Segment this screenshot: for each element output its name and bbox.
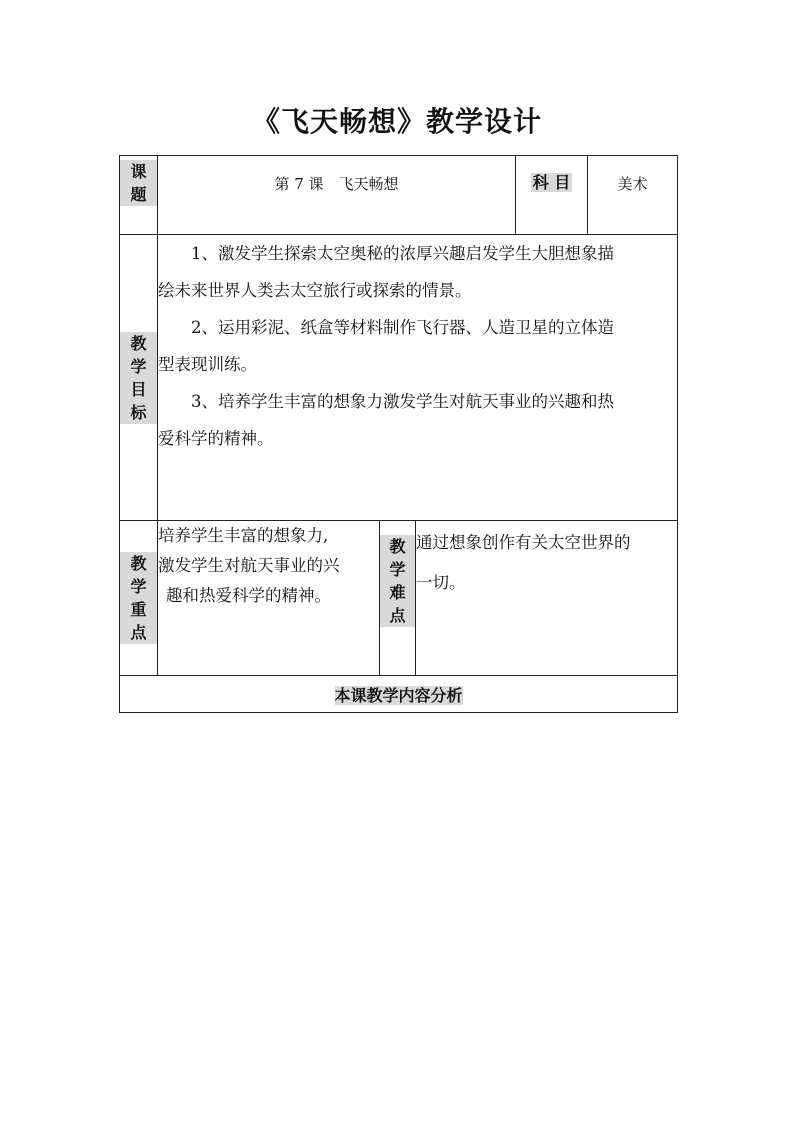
label-char: 学 xyxy=(120,575,157,598)
difficulty-content xyxy=(416,521,678,676)
subject-value-cell xyxy=(588,156,678,235)
difficulty-line: 通过想象创作有关太空世界的 xyxy=(416,533,631,552)
subject-label-cell xyxy=(516,156,588,235)
key-point-line: 激发学生对航天事业的兴 xyxy=(158,556,340,575)
key-point-line: 培养学生丰富的想象力, xyxy=(158,526,329,545)
label-char: 点 xyxy=(380,604,415,627)
label-char: 学 xyxy=(120,355,157,378)
topic-label xyxy=(120,156,158,235)
difficulty-label xyxy=(380,521,416,676)
label-char: 教 xyxy=(120,332,157,355)
objective-line: 2、运用彩泥、纸盒等材料制作飞行器、人造卫星的立体造 xyxy=(191,318,614,337)
analysis-cell xyxy=(120,676,678,713)
difficulty-line: 一切。 xyxy=(416,573,466,592)
objective-line: 3、培养学生丰富的想象力激发学生对航天事业的兴趣和热 xyxy=(191,392,614,411)
lesson-plan-table xyxy=(119,155,678,713)
label-char: 标 xyxy=(120,401,157,424)
label-char: 课 xyxy=(120,160,157,183)
document-title: 《飞天畅想》教学设计 xyxy=(251,105,542,138)
key-point-line: 趣和热爱科学的精神。 xyxy=(166,586,331,605)
analysis-row xyxy=(120,676,678,713)
label-char: 点 xyxy=(120,621,157,644)
topic-row xyxy=(120,156,678,235)
objectives-content xyxy=(158,235,678,521)
topic-value xyxy=(158,156,516,235)
analysis-heading: 本课教学内容分析 xyxy=(334,685,463,705)
label-char: 目 xyxy=(120,378,157,401)
objectives-row xyxy=(120,235,678,521)
subject-value: 美术 xyxy=(617,175,648,193)
key-points-label xyxy=(120,521,158,676)
label-char: 学 xyxy=(380,558,415,581)
objective-line: 爱科学的精神。 xyxy=(158,429,274,448)
objective-line: 1、激发学生探索太空奥秘的浓厚兴趣启发学生大胆想象描 xyxy=(191,244,614,263)
objectives-label xyxy=(120,235,158,521)
label-char: 重 xyxy=(120,598,157,621)
label-char: 难 xyxy=(380,581,415,604)
subject-label: 科 目 xyxy=(532,173,571,192)
key-points-content xyxy=(158,521,380,676)
objective-line: 型表现训练。 xyxy=(158,355,257,374)
objective-line: 绘未来世界人类去太空旅行或探索的情景。 xyxy=(158,281,472,300)
label-char: 题 xyxy=(120,183,157,206)
topic-text: 第 7 课 飞天畅想 xyxy=(274,175,399,193)
label-char: 教 xyxy=(120,552,157,575)
focus-row xyxy=(120,521,678,676)
label-char: 教 xyxy=(380,535,415,558)
